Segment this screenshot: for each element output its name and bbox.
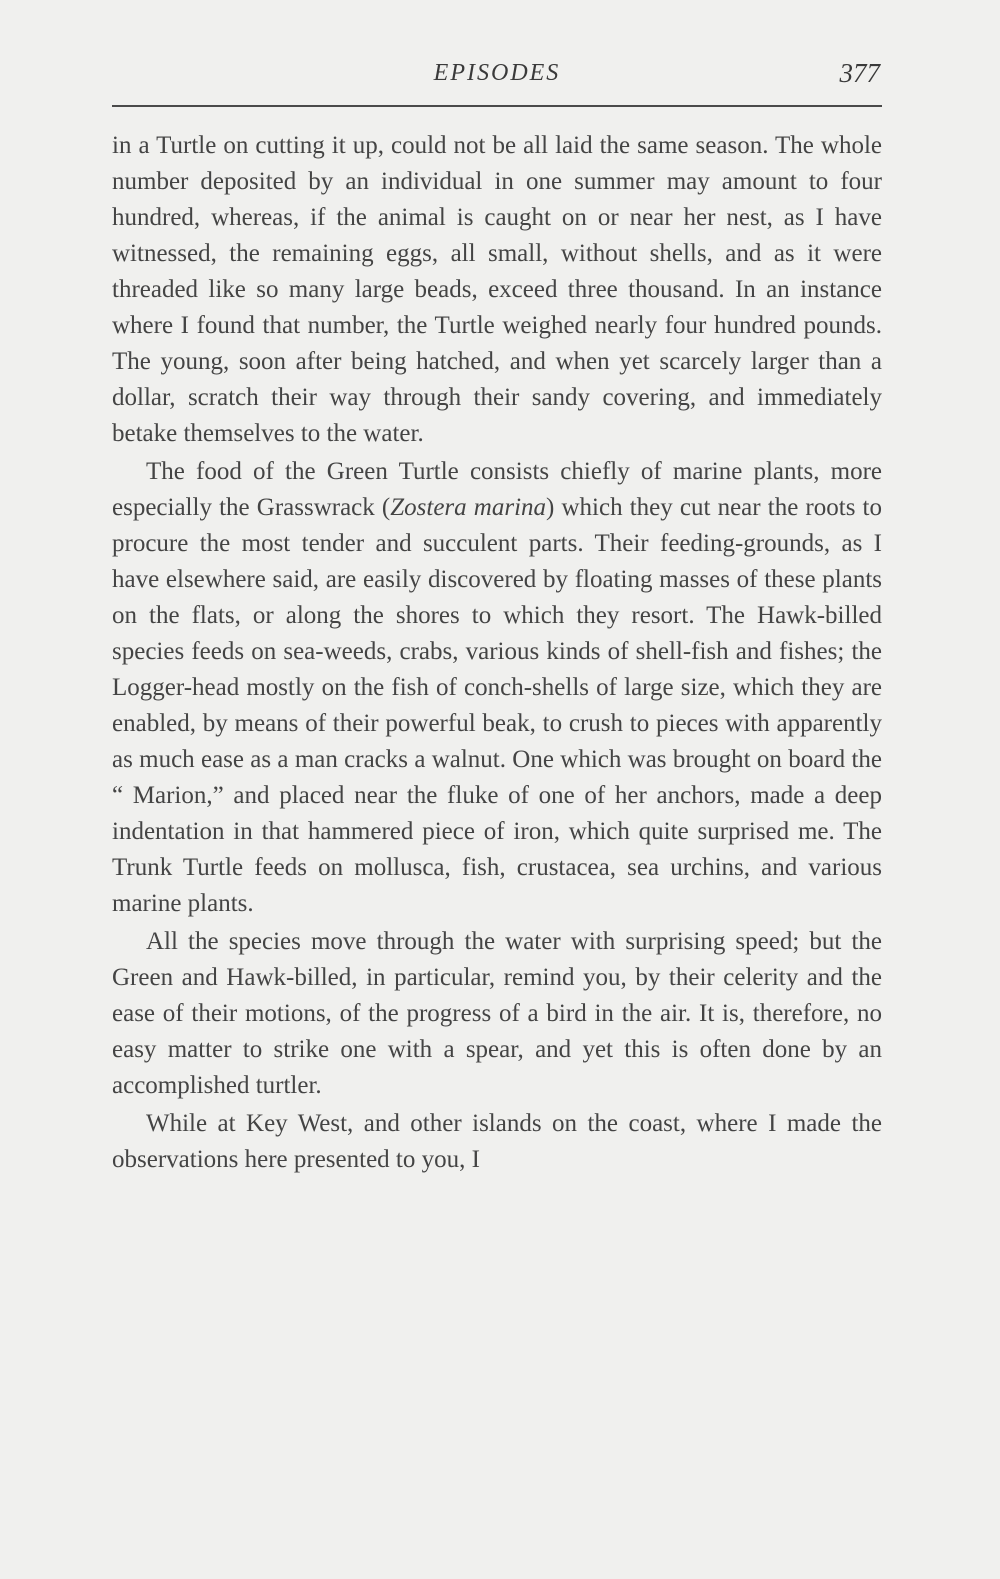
paragraph-text-after-latin: ) which they cut near the roots to procure the most tender and succulent parts. Their feeding-grounds, as I have elsewhere said, are easily discovered by floating masses of these plants on the flats, or along the shores to which they resort. The Hawk-billed species feeds on sea-weeds, crabs, various kinds of shell-fish and fishes; the Logger-head mostly on the fish of conch-shells of large size, which they are enabled, by means of their powerful beak, to crush to pieces with apparently as much ease as a man cracks a walnut. One which was brought on board the “ Marion,” and placed near the fluke of one of her anchors, made a deep indentation in that hammered piece of iron, which quite surprised me. The Trunk Turtle feeds on mollusca, fish, crustacea, sea urchins, and various marine plants. [112,494,883,917]
running-title: EPISODES [433,60,561,86]
paragraph-text: in a Turtle on cutting it up, could not be all laid the same season. The whole number deposited by an individual in one summer may amount to four hundred, whereas, if the animal is caught on or near her nest, as I have witnessed, the remaining eggs, all small, without shells, and as it were threaded like so many large beads, exceed three thousand. In an instance where I found that number, the Turtle weighed nearly four hundred pounds. The young, soon after being hatched, and when yet scarcely larger than a dollar, scratch their way through their sandy covering, and immediately betake themselves to the water. [112,132,882,447]
paragraph-text: While at Key West, and other islands on the coast, where I made the observations here presented to you, I [112,1110,882,1173]
paragraph-turtle-food [112,454,882,922]
paragraph-turtle-speed [112,924,882,1104]
latin-name: Zostera marina [390,494,547,521]
paragraph-text-before-latin: The food of the Green Turtle consists chiefly of marine plants, more especially the Grasswrack ( [112,458,882,521]
paragraph-key-west [112,1106,882,1178]
running-head [112,58,882,98]
body-text [112,128,882,1178]
page-number: 377 [839,58,880,88]
paragraph-continued [112,128,882,452]
header-rule [112,105,882,107]
paragraph-text: All the species move through the water with surprising speed; but the Green and Hawk-billed, in particular, remind you, by their celerity and the ease of their motions, of the progress of a bird in the air. It is, therefore, no easy matter to strike one with a spear, and yet this is often done by an accomplished turtler. [112,928,882,1099]
